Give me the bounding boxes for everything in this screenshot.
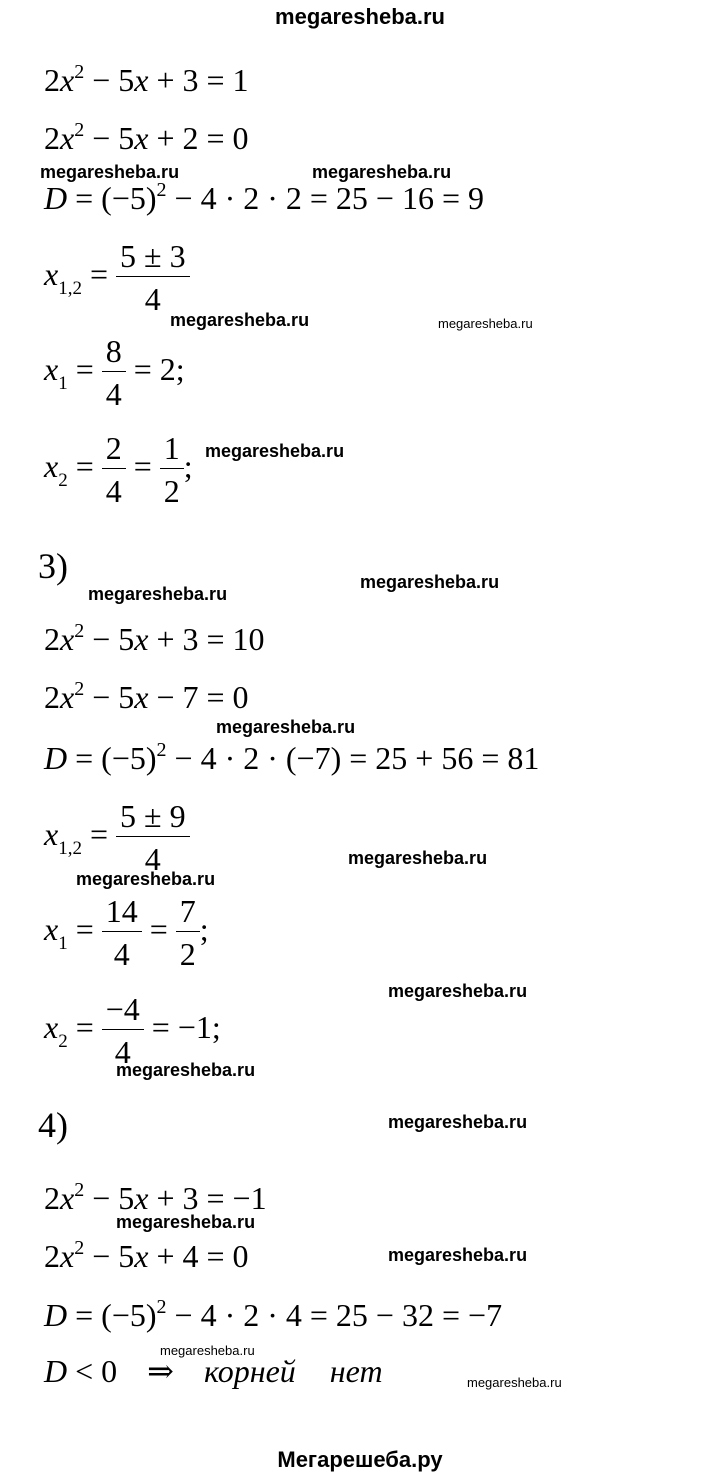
- discriminant-3: $D = (-5)^2 - 4 \cdot 2 \cdot (-7) = 25 + 56 = 81$: [44, 739, 540, 776]
- watermark: megaresheba.ru: [216, 717, 356, 737]
- watermark: megaresheba.ru: [348, 848, 488, 868]
- equation-3-1: $2x^2 - 5x + 3 = 10$: [44, 620, 265, 657]
- roots-formula-3: $x_{1,2}$ = $\frac{5 \pm 9}{4}$: [44, 800, 190, 875]
- section-3-label: 3): [38, 546, 68, 586]
- equation-1: $2x^2 - 5x + 3 = 1$: [44, 61, 249, 98]
- root-3-x2: $x_2$ = $\frac{-4}{4}$ = −1;: [44, 991, 221, 1070]
- watermark: megaresheba.ru: [360, 572, 500, 592]
- footer-site: Мегарешеба.ру: [277, 1447, 443, 1472]
- watermark: megaresheba.ru: [205, 441, 345, 461]
- watermark: megaresheba.ru: [116, 1060, 256, 1080]
- equation-4-1: $2x^2 - 5x + 3 = -1$: [44, 1179, 267, 1216]
- discriminant: $D = (-5)^2 - 4 \cdot 2 \cdot 2 = 25 - 16 = 9$: [44, 179, 485, 216]
- watermark: megaresheba.ru: [312, 162, 452, 182]
- equation-2: $2x^2 - 5x + 2 = 0$: [44, 119, 249, 156]
- equation-3-2: $2x^2 - 5x - 7 = 0$: [44, 678, 249, 715]
- equation-4-2: $2x^2 - 5x + 4 = 0$: [44, 1237, 249, 1274]
- watermark: megaresheba.ru: [388, 1112, 528, 1132]
- root-x1: $x_1$ = $\frac{8}{4}$ = 2;: [44, 333, 185, 412]
- header-site: megaresheba.ru: [275, 4, 445, 29]
- conclusion: D < 0 ⇒ корней нет: [44, 1353, 383, 1389]
- watermark: megaresheba.ru: [467, 1375, 562, 1390]
- root-x2: $x_2$ = $\frac{2}{4}$ = $\frac{1}{2}$ ;: [44, 430, 193, 509]
- roots-formula: $x_{1,2}$ = $\frac{5 \pm 3}{4}$: [44, 240, 190, 315]
- watermark: megaresheba.ru: [88, 584, 228, 604]
- section-4-label: 4): [38, 1105, 68, 1145]
- watermark: megaresheba.ru: [388, 1245, 528, 1265]
- watermark: megaresheba.ru: [438, 316, 533, 331]
- discriminant-4: $D = (-5)^2 - 4 \cdot 2 \cdot 4 = 25 - 32 = -7$: [44, 1296, 503, 1333]
- watermark: megaresheba.ru: [388, 981, 528, 1001]
- implies-icon: ⇒: [147, 1353, 174, 1389]
- watermark: megaresheba.ru: [160, 1343, 255, 1358]
- watermark: megaresheba.ru: [76, 869, 216, 889]
- watermark: megaresheba.ru: [116, 1212, 256, 1232]
- root-3-x1: $x_1$ = $\frac{14}{4}$ = $\frac{7}{2}$ ;: [44, 893, 209, 972]
- watermark: megaresheba.ru: [40, 162, 180, 182]
- watermark: megaresheba.ru: [170, 310, 310, 330]
